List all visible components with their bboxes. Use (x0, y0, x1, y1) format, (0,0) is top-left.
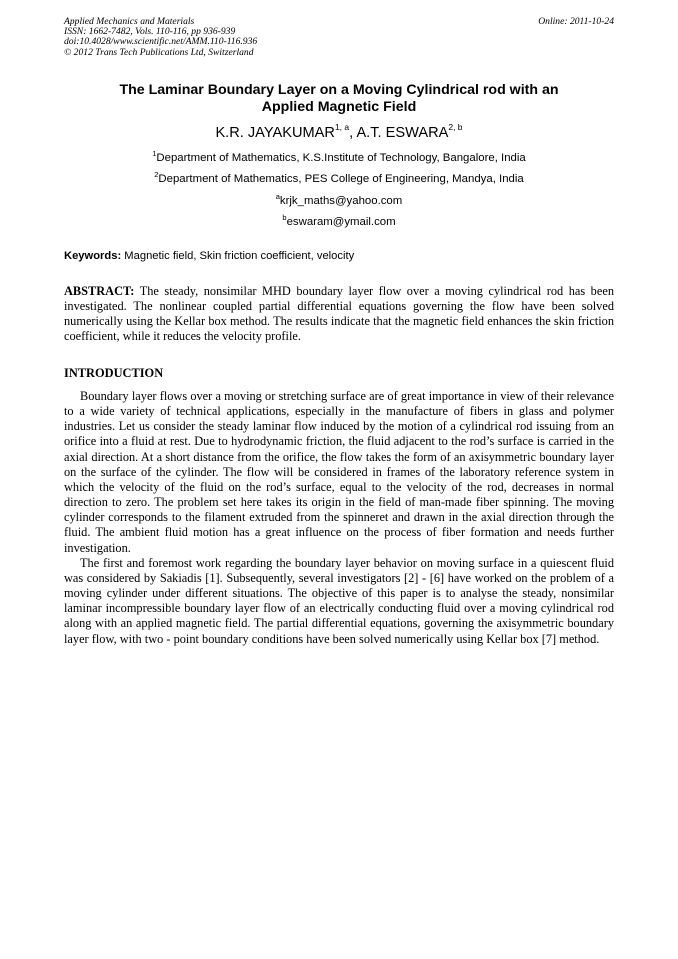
affiliation-2-text: Department of Mathematics, PES College of Engineering, Mandya, India (158, 173, 524, 185)
abstract (64, 284, 614, 345)
online-date: Online: 2011-10-24 (538, 16, 614, 27)
abstract-text: The steady, nonsimilar MHD boundary layer flow over a moving cylindrical rod has been investigated. The nonlinear coupled partial differential equations governing the flow have been solved numerically using the Kellar box method. The results indicate that the magnetic field enhances the skin friction coefficient, while it reduces the velocity profile. (64, 284, 614, 344)
email-b-mark: b (282, 213, 287, 222)
affiliation-2 (64, 172, 614, 186)
title-line-1: The Laminar Boundary Layer on a Moving Cylindrical rod with an (119, 82, 559, 98)
author-1-affiliation-mark: 1, a (334, 122, 350, 132)
keywords (64, 249, 614, 263)
paper-title (64, 82, 614, 116)
introduction-body (64, 389, 614, 647)
introduction-paragraph-2: The first and foremost work regarding the boundary layer behavior on moving surface in a quiescent fluid was considered by Sakiadis [1]. Subsequently, several investigators [2] - [6] have worked on the problem of a moving cylinder under different situations. The objective of this paper is to analyse the steady, nonsimilar laminar incompressible boundary layer flow of an electrically conducting fluid over a moving cylindrical rod along with an applied magnetic field. The partial differential equations, governing the axisymmetric boundary layer flow, with two - point boundary conditions have been solved numerically using Kellar box [7] method. (64, 555, 614, 646)
title-line-2: Applied Magnetic Field (261, 99, 417, 115)
journal-issn: ISSN: 1662-7482, Vols. 110-116, pp 936-939 (64, 26, 236, 38)
keywords-text: Magnetic field, Skin friction coefficient, velocity (121, 250, 355, 262)
author-1: K.R. JAYAKUMAR (215, 125, 335, 141)
journal-copyright: © 2012 Trans Tech Publications Ltd, Switzerland (64, 46, 254, 58)
email-a-text: krjk_maths@yahoo.com (279, 195, 403, 207)
author-2: A.T. ESWARA (356, 125, 449, 141)
introduction-paragraph-1: Boundary layer flows over a moving or stretching surface are of great importance in view of their relevance to a wide variety of technical applications, especially in the manufacture of fibers in glass and polymer industries. Let us consider the steady laminar flow induced by the motion of a cylindrical rod issuing from an orifice into a fluid at rest. Due to hydrodynamic friction, the fluid adjacent to the rod’s surface is carried in the axial direction. At a short distance from the orifice, the flow takes the form of an axisymmetric boundary layer on the surface of the cylinder. The flow will be considered in frames of the laboratory reference system in which the velocity of the fluid on the rod’s surface, equal to the velocity of the rod, decreases in normal direction to zero. The problem set here takes its origin in the field of man-made fiber spinning. The moving cylinder corresponds to the filament extruded from the spinneret and drawn in the axial direction through the fluid. The ambient fluid motion has a great influence on the process of fiber formation and needs further investigation. (64, 389, 614, 555)
email-a-mark: a (275, 192, 280, 201)
affiliation-1-mark: 1 (152, 149, 157, 158)
keywords-label: Keywords: (64, 250, 122, 262)
email-b (64, 215, 614, 229)
email-a (64, 194, 614, 208)
journal-header (64, 17, 257, 58)
affiliation-2-mark: 2 (154, 170, 159, 179)
author-separator: , (349, 125, 357, 141)
author-2-affiliation-mark: 2, b (448, 122, 463, 132)
affiliation-1-text: Department of Mathematics, K.S.Institute of Technology, Bangalore, India (156, 152, 526, 164)
journal-doi: doi:10.4028/www.scientific.net/AMM.110-116.936 (64, 36, 258, 48)
abstract-label: ABSTRACT: (64, 284, 135, 298)
email-b-text: eswaram@ymail.com (286, 216, 396, 228)
introduction-heading: INTRODUCTION (64, 366, 164, 380)
journal-name: Applied Mechanics and Materials (64, 16, 195, 27)
author-list (64, 124, 614, 142)
affiliation-1 (64, 151, 614, 165)
